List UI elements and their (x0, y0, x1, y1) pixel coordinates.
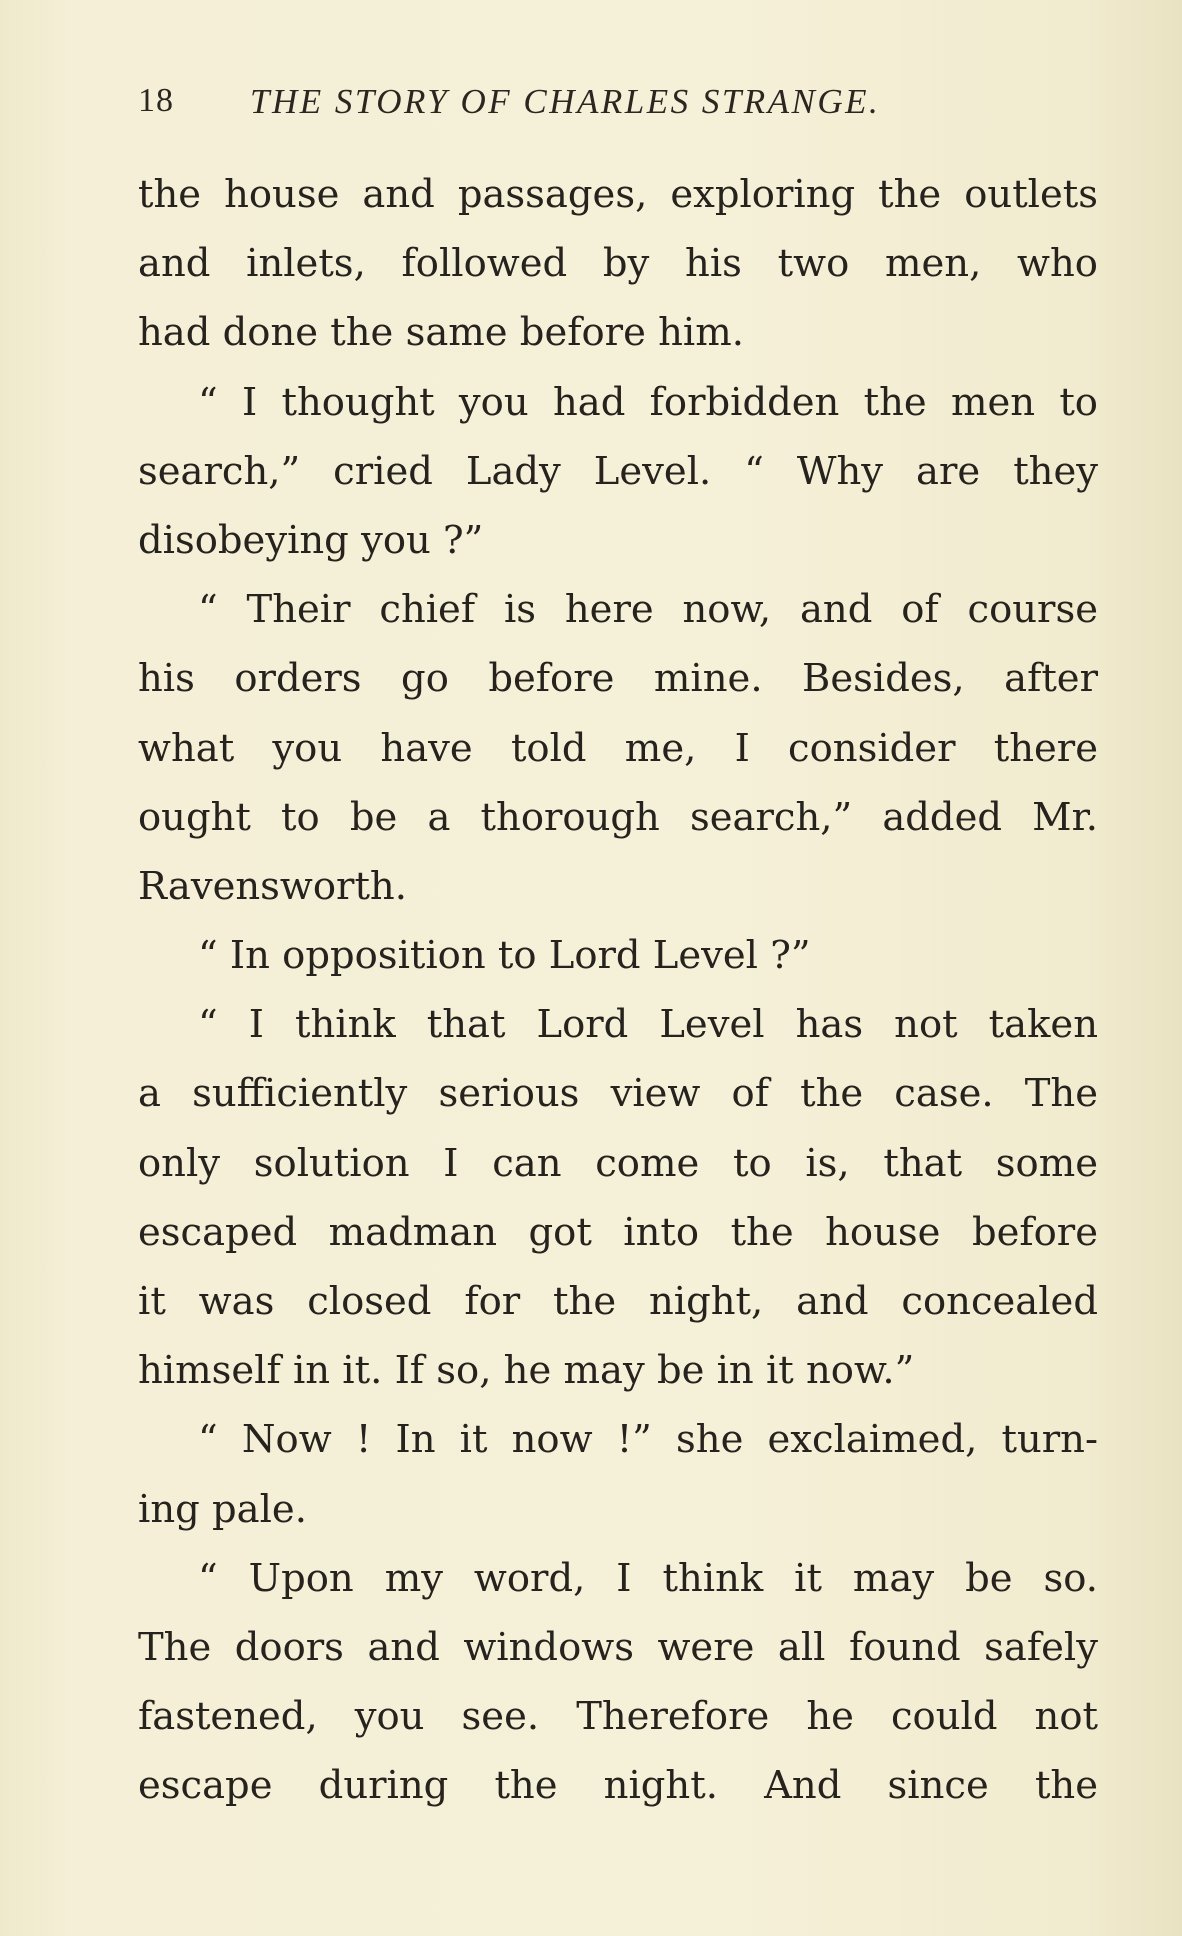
text-line: Ravensworth. (138, 863, 407, 909)
text-line: and inlets, followed by his two men, who (138, 241, 1098, 287)
text-line: what you have told me, I consider there (138, 725, 1098, 771)
text-line: fastened, you see. Therefore he could not (138, 1694, 1098, 1740)
text-line: a sufficiently serious view of the case. The (138, 1071, 1098, 1117)
text-line: escaped madman got into the house before (138, 1209, 1098, 1255)
text-line: the house and passages, exploring the outlets (138, 172, 1098, 217)
text-line: “ Now ! In it now !” she exclaimed, turn- (198, 1417, 1098, 1463)
text-line: it was closed for the night, and concealed (138, 1279, 1098, 1324)
text-line: only solution I can come to is, that some (138, 1140, 1098, 1186)
text-line: escape during the night. And since the (138, 1763, 1098, 1809)
text-line: disobeying you ?” (138, 517, 484, 563)
text-line: “ In opposition to Lord Level ?” (198, 933, 811, 979)
running-title: THE STORY OF CHARLES STRANGE. (250, 82, 881, 121)
page-number: 18 (138, 82, 174, 119)
body-text (138, 160, 1098, 1821)
text-line: “ I thought you had forbidden the men to (198, 379, 1098, 425)
text-line: himself in it. If so, he may be in it now.” (138, 1348, 915, 1394)
text-line: “ Their chief is here now, and of course (198, 587, 1098, 633)
text-line: ing pale. (138, 1486, 307, 1532)
text-line: search,” cried Lady Level. “ Why are they (138, 448, 1098, 494)
text-line: “ Upon my word, I think it may be so. (198, 1555, 1098, 1601)
running-head (138, 82, 1098, 132)
text-line: “ I think that Lord Level has not taken (198, 1002, 1098, 1048)
text-line: his orders go before mine. Besides, after (138, 656, 1098, 702)
text-line: The doors and windows were all found safely (138, 1624, 1098, 1670)
text-line: ought to be a thorough search,” added Mr. (138, 794, 1098, 840)
text-line: had done the same before him. (138, 310, 744, 356)
